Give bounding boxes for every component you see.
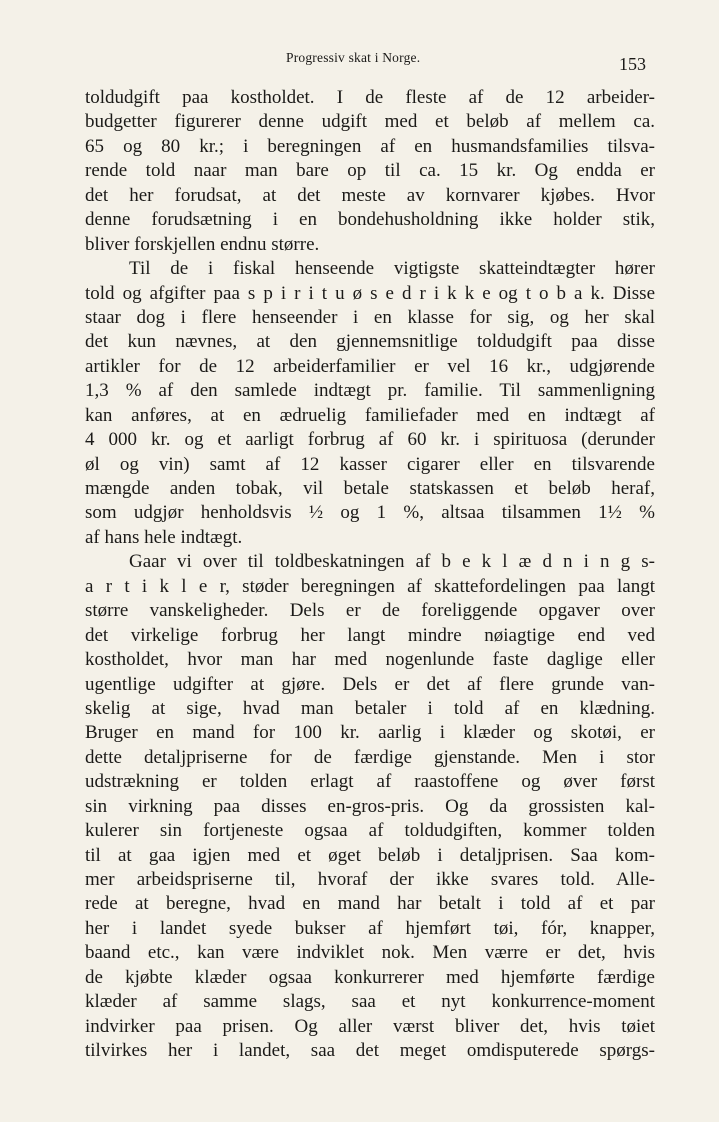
text-line: klæder af samme slags, saa et nyt konkurrence-moment: [85, 991, 655, 1013]
text-line: Bruger en mand for 100 kr. aarlig i klæder og skotøi, er: [85, 722, 655, 744]
text-line: rede at beregne, hvad en mand har betalt i told af et par: [85, 893, 655, 915]
text-line: baand etc., kan være indviklet nok. Men værre er det, hvis: [85, 942, 655, 964]
text-line: indvirker paa prisen. Og aller værst bliver det, hvis tøiet: [85, 1015, 655, 1037]
running-title: Progressiv skat i Norge.: [286, 50, 421, 65]
text-line: 4 000 kr. og et aarligt forbrug af 60 kr. i spirituosa (derunder: [85, 429, 655, 451]
text-line: de kjøbte klæder ogsaa konkurrerer med hjemførte færdige: [85, 966, 655, 988]
text-line: det virkelige forbrug her langt mindre nøiagtige end ved: [85, 624, 655, 646]
text-line: her i landet syede bukser af hjemført tøi, fór, knapper,: [85, 917, 655, 939]
text-line: af hans hele indtægt.: [85, 526, 243, 548]
text-line: a r t i k l e r, støder beregningen af skattefordelingen paa langt: [85, 575, 655, 597]
text-line: sin virkning paa disses en-gros-pris. Og da grossisten kal-: [85, 795, 655, 817]
text-line: artikler for de 12 arbeiderfamilier er vel 16 kr., udgjørende: [85, 355, 655, 377]
text-line: som udgjør henholdsvis ½ og 1 %, altsaa tilsammen 1½ %: [85, 502, 655, 524]
running-header: [0, 50, 719, 74]
text-line: ugentlige udgifter at gjøre. Dels er det af flere grunde van-: [85, 673, 655, 695]
text-line: toldudgift paa kostholdet. I de fleste af de 12 arbeider-: [85, 87, 655, 108]
text-line: det kun nævnes, at den gjennemsnitlige toldudgift paa disse: [85, 331, 655, 353]
text-line: denne forudsætning i en bondehusholdning ikke holder stik,: [85, 209, 655, 231]
text-line: 65 og 80 kr.; i beregningen af en husmandsfamilies tilsva-: [85, 135, 655, 157]
text-line: bliver forskjellen endnu større.: [85, 233, 320, 255]
text-line: budgetter figurerer denne udgift med et beløb af mellem ca.: [85, 111, 655, 133]
text-line: mer arbeidspriserne til, hvoraf der ikke svares told. Alle-: [85, 869, 655, 890]
text-line: Til de i fiskal henseende vigtigste skatteindtægter hører: [129, 258, 655, 280]
text-line: skelig at sige, hvad man betaler i told af en klædning.: [85, 697, 655, 719]
text-line: øl og vin) samt af 12 kasser cigarer eller en tilsvarende: [85, 453, 655, 475]
text-line: kostholdet, hvor man har med nogenlunde faste daglige eller: [85, 649, 655, 671]
text-line: told og afgifter paa s p i r i t u ø s e d r i k k e og t o b a k. Disse: [85, 282, 655, 304]
text-line: kan anføres, at en ædruelig familiefader med en indtægt af: [85, 404, 655, 426]
text-line: Gaar vi over til toldbeskatningen af b e k l æ d n i n g s-: [129, 551, 655, 573]
text-line: det her forudsat, at det meste av kornvarer kjøbes. Hvor: [85, 184, 655, 206]
text-line: større vanskeligheder. Dels er de foreliggende opgaver over: [85, 600, 655, 622]
text-line: dette detaljpriserne for de færdige gjenstande. Men i stor: [85, 746, 655, 768]
page-number: 153: [619, 54, 646, 74]
text-line: til at gaa igjen med et øget beløb i detaljprisen. Saa kom-: [85, 844, 655, 866]
text-line: mængde anden tobak, vil betale statskassen et beløb heraf,: [85, 478, 655, 499]
body-text: [85, 86, 655, 1064]
text-line: 1,3 % af den samlede indtægt pr. familie. Til sammenligning: [85, 380, 655, 402]
text-line: staar dog i flere henseender i en klasse for sig, og her skal: [85, 306, 655, 328]
text-line: udstrækning er tolden erlagt af raastoffene og øver først: [85, 771, 655, 793]
text-line: kulerer sin fortjeneste ogsaa af toldudgiften, kommer tolden: [85, 820, 655, 842]
text-line: tilvirkes her i landet, saa det meget omdisputerede spørgs-: [85, 1040, 655, 1062]
text-line: rende told naar man bare op til ca. 15 kr. Og endda er: [85, 160, 655, 182]
